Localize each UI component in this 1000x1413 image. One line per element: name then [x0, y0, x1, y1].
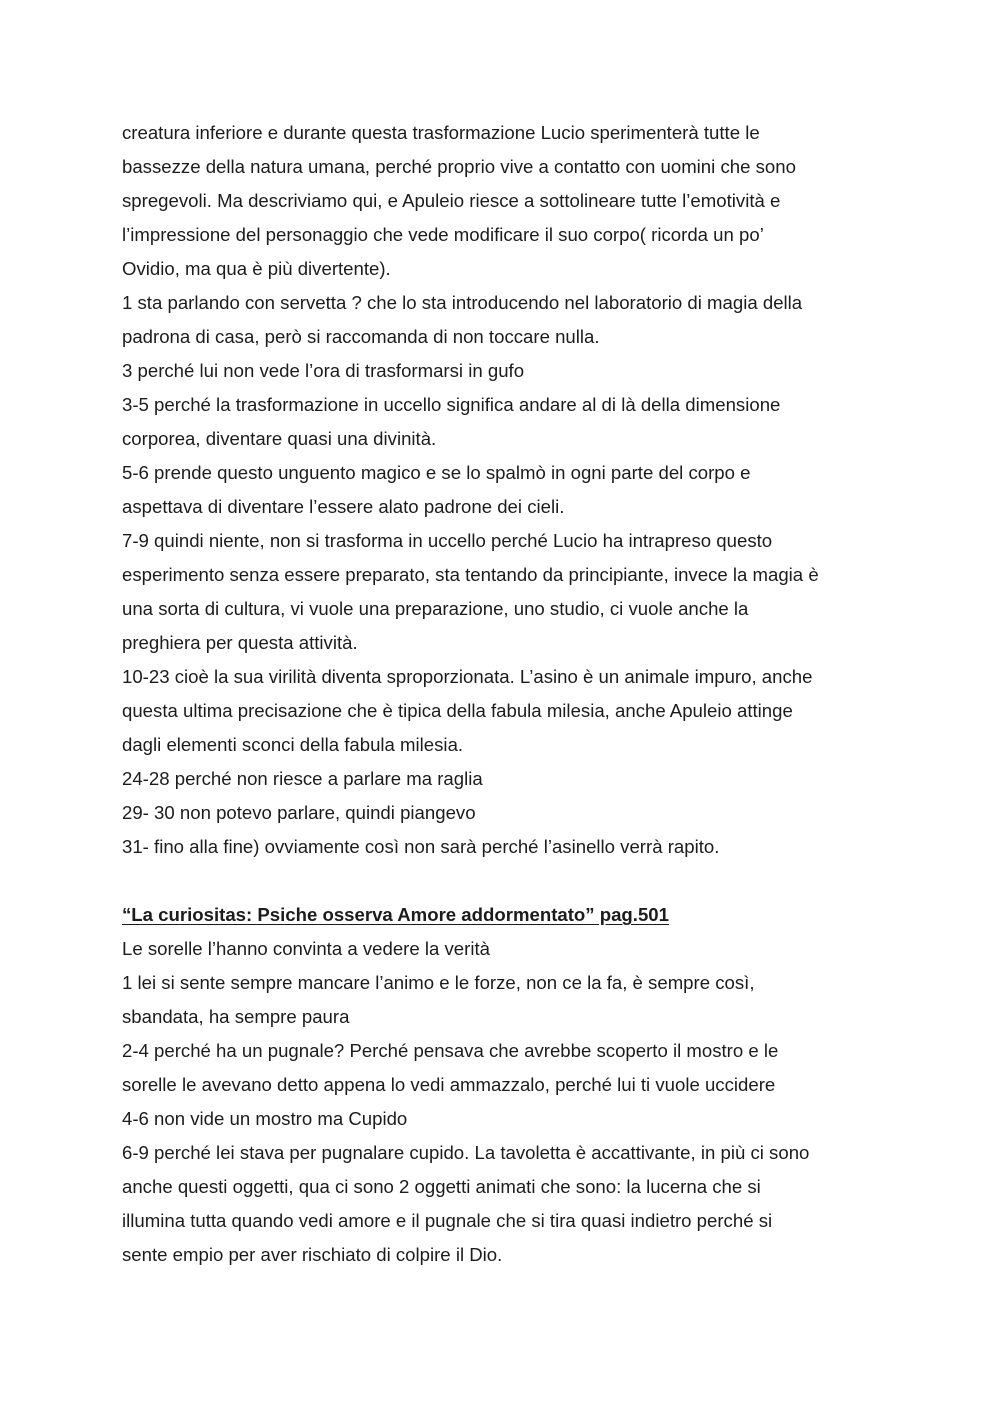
- text-line: 2-4 perché ha un pugnale? Perché pensava che avrebbe scoperto il mostro e le: [122, 1040, 779, 1061]
- text-line: illumina tutta quando vedi amore e il pugnale che si tira quasi indietro perché si: [122, 1210, 773, 1231]
- blank-line: [122, 864, 892, 898]
- text-line: dagli elementi sconci della fabula milesia.: [122, 734, 464, 755]
- text-line: 24-28 perché non riesce a parlare ma raglia: [122, 768, 483, 789]
- page-content: [122, 116, 892, 1272]
- text-line: 29- 30 non potevo parlare, quindi piangevo: [122, 802, 476, 823]
- text-line: spregevoli. Ma descriviamo qui, e Apuleio riesce a sottolineare tutte l’emotività e: [122, 190, 781, 211]
- text-line: bassezze della natura umana, perché proprio vive a contatto con uomini che sono: [122, 156, 796, 177]
- text-line: creatura inferiore e durante questa trasformazione Lucio sperimenterà tutte le: [122, 122, 760, 143]
- text-line: questa ultima precisazione che è tipica della fabula milesia, anche Apuleio attinge: [122, 700, 793, 721]
- text-line: corporea, diventare quasi una divinità.: [122, 428, 437, 449]
- section-lucio-transformation: [122, 116, 892, 864]
- text-line: 4-6 non vide un mostro ma Cupido: [122, 1108, 408, 1129]
- text-line: esperimento senza essere preparato, sta tentando da principiante, invece la magia è: [122, 564, 819, 585]
- text-line: 1 sta parlando con servetta ? che lo sta introducendo nel laboratorio di magia della: [122, 292, 803, 313]
- text-line: padrona di casa, però si raccomanda di non toccare nulla.: [122, 326, 600, 347]
- text-line: 3-5 perché la trasformazione in uccello significa andare al di là della dimensione: [122, 394, 781, 415]
- section-heading: “La curiositas: Psiche osserva Amore addormentato” pag.501: [122, 904, 669, 925]
- text-line: l’impressione del personaggio che vede modificare il suo corpo( ricorda un po’: [122, 224, 764, 245]
- text-line: 1 lei si sente sempre mancare l’animo e le forze, non ce la fa, è sempre così,: [122, 972, 755, 993]
- text-line: sbandata, ha sempre paura: [122, 1006, 350, 1027]
- text-line: sorelle le avevano detto appena lo vedi ammazzalo, perché lui ti vuole uccidere: [122, 1074, 776, 1095]
- section-psiche-amore: [122, 898, 892, 1272]
- text-line: 5-6 prende questo unguento magico e se lo spalmò in ogni parte del corpo e: [122, 462, 751, 483]
- text-line: anche questi oggetti, qua ci sono 2 oggetti animati che sono: la lucerna che si: [122, 1176, 761, 1197]
- text-line: 31- fino alla fine) ovviamente così non sarà perché l’asinello verrà rapito.: [122, 836, 720, 857]
- text-line: 7-9 quindi niente, non si trasforma in uccello perché Lucio ha intrapreso questo: [122, 530, 773, 551]
- text-line: aspettava di diventare l’essere alato padrone dei cieli.: [122, 496, 565, 517]
- text-line: 3 perché lui non vede l’ora di trasformarsi in gufo: [122, 360, 525, 381]
- text-line: 10-23 cioè la sua virilità diventa sproporzionata. L’asino è un animale impuro, anche: [122, 666, 813, 687]
- text-line: 6-9 perché lei stava per pugnalare cupido. La tavoletta è accattivante, in più ci sono: [122, 1142, 810, 1163]
- text-line: una sorta di cultura, vi vuole una preparazione, uno studio, ci vuole anche la: [122, 598, 749, 619]
- text-line: Ovidio, ma qua è più divertente).: [122, 258, 391, 279]
- text-line: sente empio per aver rischiato di colpire il Dio.: [122, 1244, 503, 1265]
- text-line: preghiera per questa attività.: [122, 632, 358, 653]
- text-line: Le sorelle l’hanno convinta a vedere la verità: [122, 938, 490, 959]
